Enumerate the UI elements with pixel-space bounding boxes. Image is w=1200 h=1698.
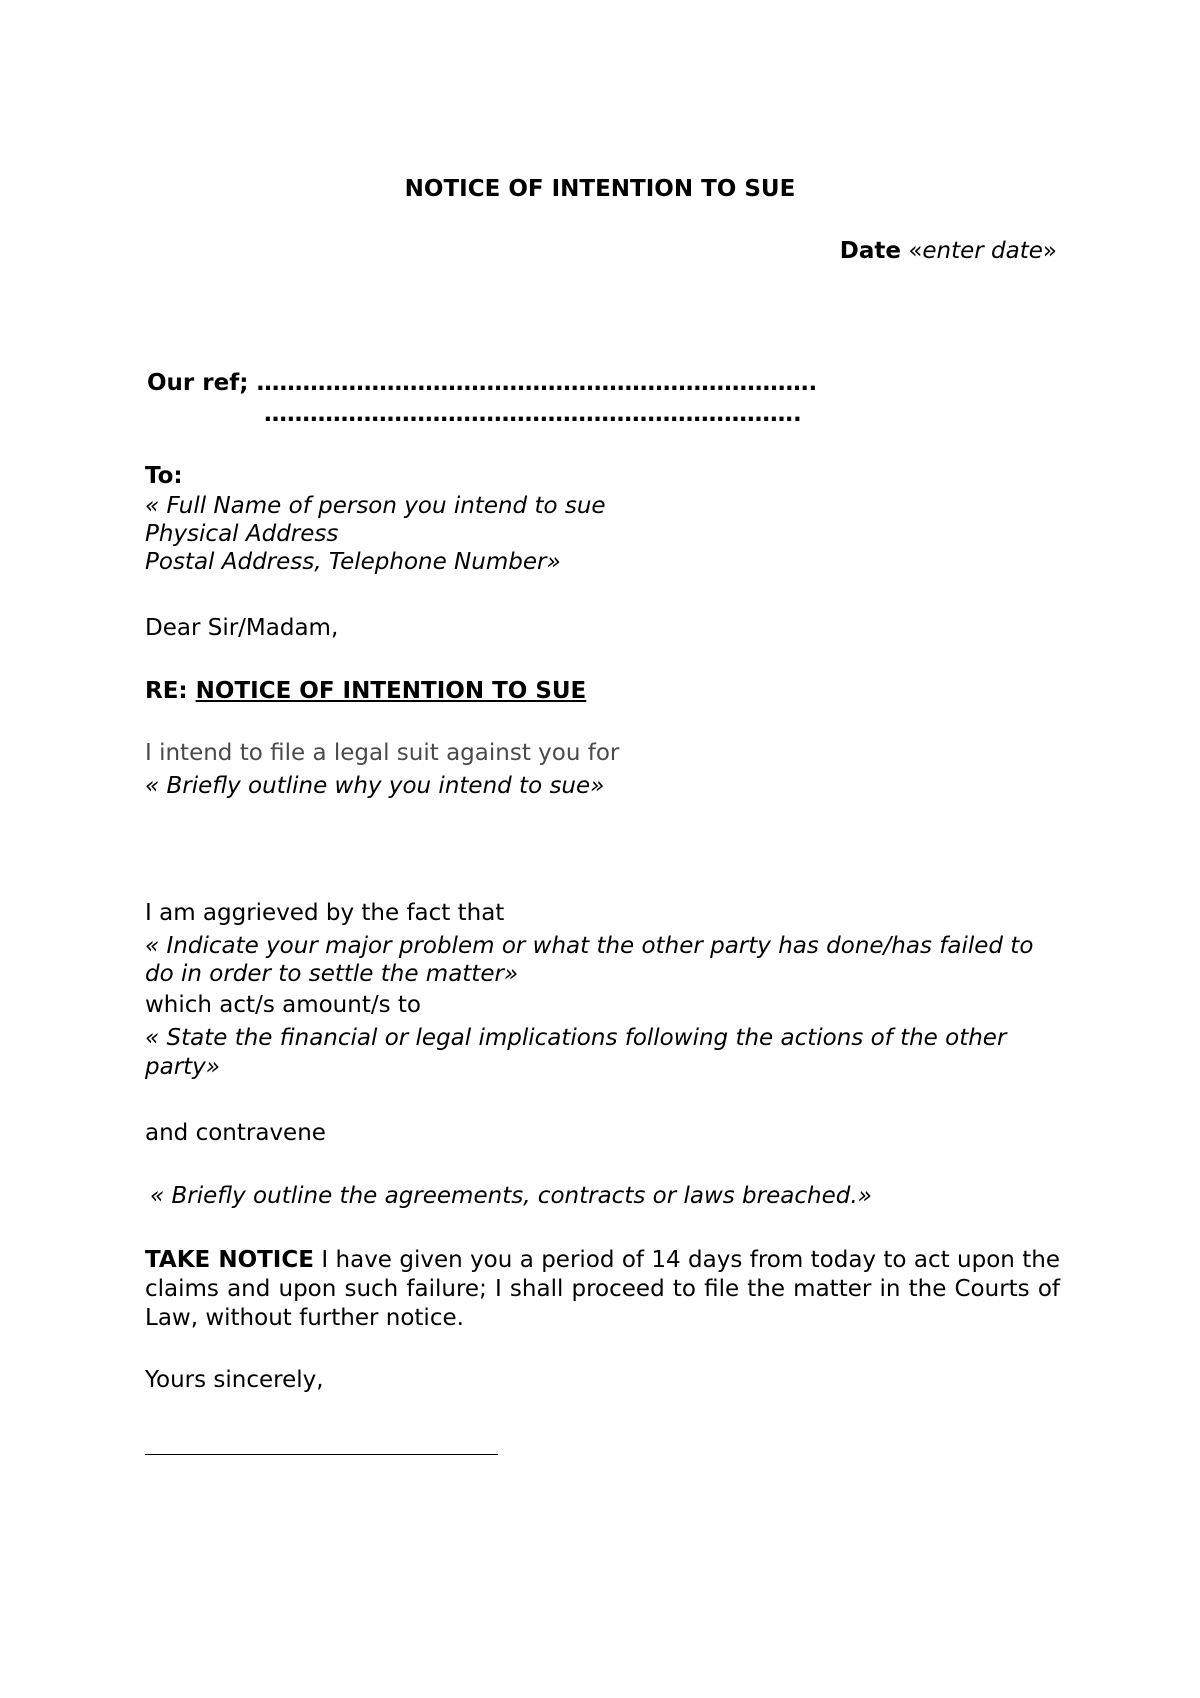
- take-notice-paragraph: [145, 1246, 1060, 1333]
- signature-line: [145, 1454, 498, 1455]
- recipient-name-placeholder: « Full Name of person you intend to sue: [145, 493, 606, 519]
- date-open-quote: «: [908, 238, 923, 264]
- contravene-placeholder: « Briefly outline the agreements, contracts or laws breached.»: [150, 1183, 872, 1209]
- subject-prefix: RE:: [145, 678, 188, 704]
- subject-text: NOTICE OF INTENTION TO SUE: [195, 678, 587, 704]
- recipient-postal-address: Postal Address, Telephone Number»: [145, 549, 561, 575]
- document-title: NOTICE OF INTENTION TO SUE: [404, 176, 796, 202]
- recipient-physical-address: Physical Address: [145, 521, 339, 547]
- reference-label: Our ref;: [147, 370, 249, 396]
- take-notice-bold: TAKE NOTICE: [145, 1247, 314, 1273]
- date-close-quote: »: [1042, 238, 1057, 264]
- amounts-placeholder: « State the financial or legal implications following the actions of the other party»: [145, 1025, 1007, 1080]
- recipient-label: To:: [145, 463, 183, 489]
- date-placeholder: enter date: [922, 238, 1043, 264]
- subject-line: [145, 678, 586, 704]
- reference-dots-1: ……………………………………………………………….: [256, 370, 818, 396]
- closing: Yours sincerely,: [145, 1367, 324, 1393]
- intent-text: I intend to file a legal suit against you for: [145, 740, 620, 766]
- date-label: Date: [839, 238, 901, 264]
- date-line: [840, 238, 1057, 264]
- amounts-text: which act/s amount/s to: [145, 992, 421, 1018]
- aggrieved-placeholder: « Indicate your major problem or what the other party has done/has failed to do in order to settle the matter»: [145, 933, 1034, 987]
- reference-dots-2: …………………………………………………………….: [264, 401, 802, 427]
- salutation: Dear Sir/Madam,: [145, 615, 339, 641]
- aggrieved-text: I am aggrieved by the fact that: [145, 900, 505, 926]
- take-notice-text: I have given you a period of 14 days from today to act upon the claims and upon such failure; I shall proceed to file the matter in the Courts of Law, without further notice.: [145, 1247, 1060, 1331]
- contravene-text: and contravene: [145, 1120, 326, 1146]
- intent-placeholder: « Briefly outline why you intend to sue»: [145, 773, 605, 799]
- reference-line: [147, 370, 817, 396]
